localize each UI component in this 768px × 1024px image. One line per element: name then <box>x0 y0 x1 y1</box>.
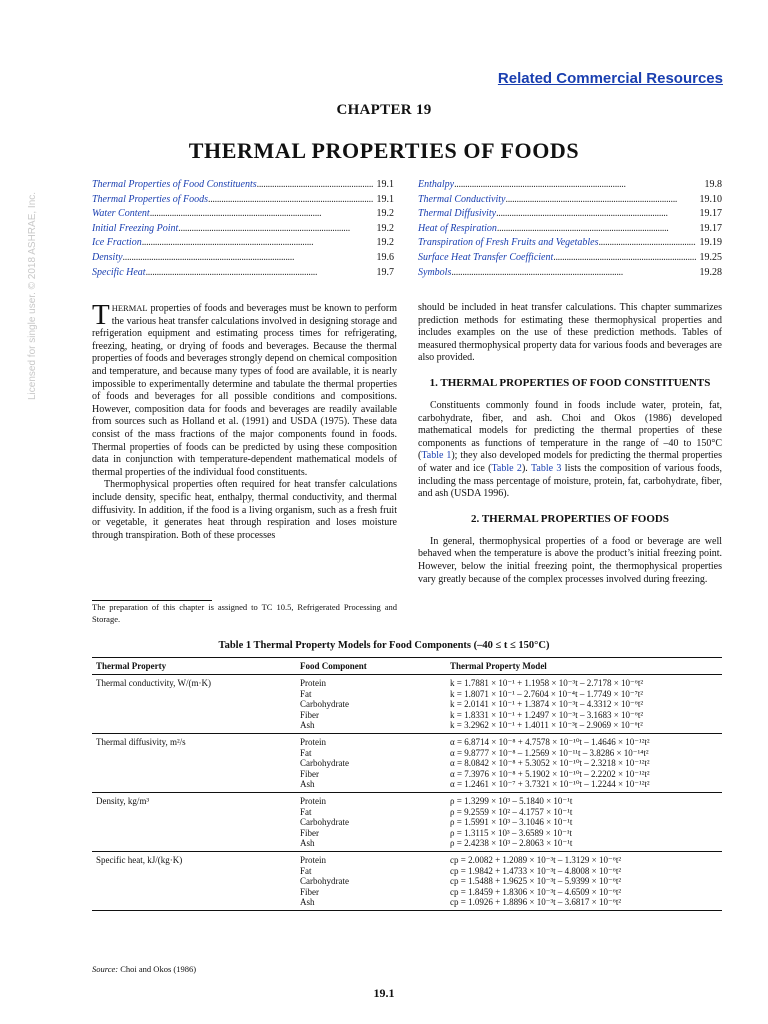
cell-property-model: ρ = 1.3299 × 10³ – 5.1840 × 10⁻¹t <box>450 795 573 806</box>
table-1 <box>92 657 722 911</box>
cell-food-component: Carbohydrate <box>300 699 349 710</box>
cell-property-model: α = 8.0842 × 10⁻⁸ + 5.3052 × 10⁻¹⁰t – 2.3218 × 10⁻¹²t² <box>450 758 650 769</box>
cell-property-model: ρ = 9.2559 × 10² – 4.1757 × 10⁻¹t <box>450 806 573 817</box>
table-row <box>92 733 722 747</box>
cell-property-model: cp = 1.5488 + 1.9625 × 10⁻³t – 5.9399 × 10⁻⁶t² <box>450 876 622 887</box>
toc-entry-label[interactable]: Surface Heat Transfer Coefficient <box>418 251 554 263</box>
drop-cap: T <box>92 299 110 331</box>
toc-leader-dots <box>451 266 695 281</box>
toc-entry[interactable] <box>418 251 722 266</box>
cell-food-component: Fiber <box>300 768 319 779</box>
cell-property-model: k = 1.7881 × 10⁻¹ + 1.1958 × 10⁻³t – 2.7178 × 10⁻⁶t² <box>450 678 644 688</box>
continued-paragraph: should be included in heat transfer calculations. This chapter summarizes prediction methods for estimating these thermophysical properties and includes examples on the use of these prediction methods. Tables of measured thermophysical property data for various foods and beverages are also provided. <box>418 302 722 364</box>
toc-entry[interactable] <box>418 193 722 208</box>
cell-food-component: Fat <box>300 806 312 817</box>
intro-paragraph-2: Thermophysical properties often required for heat transfer calculations include density, specific heat, enthalpy, thermal conductivity, and thermal diffusivity. In addition, if the food is a living organism, such as a fresh fruit or vegetable, it generates heat through respiration and loses moisture through transpiration. Both of these processes <box>92 479 397 541</box>
cell-thermal-property <box>92 807 296 818</box>
table-row <box>92 887 722 898</box>
page-number: 19.1 <box>373 986 395 1000</box>
cell-property-model: cp = 1.0926 + 1.8896 × 10⁻³t – 3.6817 × 10⁻⁶t² <box>446 897 722 910</box>
intro-p1-text: properties of foods and beverages must be known to perform the various heat transfer calculations involved in designing storage and refrigeration equipment and estimating process times for refrigerating, freezing, heating, or drying of foods and beverages. Because the thermal properties of foods and beverages strongly depend on chemical composition and temperature, and because many types of food are available, it is nearly impossible to experimentally determine and tabulate the thermal properties of foods and beverages for all possible conditions and compositions. However, composition data for foods and beverages are readily available from sources such as Holland et al. (1991) and USDA (1975). These data consist of the mass fractions of the major components found in foods. Thermal properties of foods can be predicted by using these composition data in conjunction with temperature-dependent mathematical models of thermal properties of the individual food constituents. <box>92 303 397 478</box>
toc-leader-dots <box>142 236 373 251</box>
cell-thermal-property <box>92 838 296 851</box>
cell-property-model: ρ = 1.3115 × 10³ – 3.6589 × 10⁻¹t <box>450 827 573 838</box>
cell-food-component: Protein <box>300 736 326 747</box>
toc-entry[interactable] <box>92 193 394 208</box>
sec1-text-d: lists the composition of various foods, including the mass percentage of moisture, protein, fat, carbohydrate, fiber, and ash (USDA 1996). <box>418 462 722 500</box>
table-row <box>92 699 722 710</box>
cell-thermal-property <box>92 828 296 839</box>
cell-property-model: k = 2.0141 × 10⁻¹ + 1.3874 × 10⁻³t – 4.3312 × 10⁻⁶t² <box>450 699 644 710</box>
section-2-paragraph: In general, thermophysical properties of a food or beverage are well behaved when the temperature is above the product’s initial freezing point. However, below the initial freezing point, the thermophysical properties vary greatly because of the complex processes involved during freezing. <box>418 535 722 585</box>
toc-entry-page: 19.6 <box>376 251 394 263</box>
toc-entry-page: 19.2 <box>376 237 394 249</box>
cell-food-component: Fat <box>300 688 312 699</box>
toc-entry-page: 19.2 <box>376 208 394 220</box>
toc-entry-page: 19.1 <box>376 179 394 190</box>
cell-thermal-property <box>92 769 296 780</box>
table-row <box>92 792 722 806</box>
cell-property-model: k = 1.8331 × 10⁻¹ + 1.2497 × 10⁻³t – 3.1683 × 10⁻⁶t² <box>450 709 644 720</box>
table-row <box>92 876 722 887</box>
toc-entry-label[interactable]: Ice Fraction <box>92 237 142 249</box>
toc-entry[interactable] <box>418 178 722 193</box>
cell-food-component: Protein <box>300 854 326 865</box>
cell-food-component: Ash <box>296 897 446 910</box>
cell-food-component: Fat <box>300 747 312 758</box>
table-row <box>92 807 722 818</box>
cell-food-component: Carbohydrate <box>300 817 349 828</box>
cell-food-component: Protein <box>300 678 326 688</box>
table-row <box>92 769 722 780</box>
cell-thermal-property <box>92 758 296 769</box>
toc-leader-dots <box>598 236 695 251</box>
cell-food-component: Fiber <box>300 827 319 838</box>
chapter-title: THERMAL PROPERTIES OF FOODS <box>188 138 580 163</box>
toc-entry-label[interactable]: Transpiration of Fresh Fruits and Vegetables <box>418 237 599 249</box>
cell-thermal-property: Thermal diffusivity, m²/s <box>96 736 186 747</box>
toc-leader-dots <box>178 222 372 237</box>
header-thermal-property-model: Thermal Property Model <box>446 658 722 675</box>
cell-property-model: ρ = 2.4238 × 10³ – 2.8063 × 10⁻¹t <box>446 838 722 851</box>
toc-entry[interactable] <box>418 236 722 251</box>
toc-entry-page: 19.25 <box>699 251 722 263</box>
table-row <box>92 720 722 733</box>
cell-property-model: k = 1.8071 × 10⁻¹ – 2.7604 × 10⁻⁴t – 1.7749 × 10⁻⁷t² <box>450 688 643 699</box>
toc-entry[interactable] <box>92 251 394 266</box>
toc-leader-dots <box>497 222 696 237</box>
license-watermark: Licensed for single user. © 2018 ASHRAE, Inc. <box>27 191 38 400</box>
source-text: Choi and Okos (1986) <box>118 964 197 974</box>
header-food-component: Food Component <box>296 658 446 675</box>
cell-thermal-property: Specific heat, kJ/(kg·K) <box>96 854 183 865</box>
toc-entry[interactable] <box>92 236 394 251</box>
cell-property-model: α = 6.8714 × 10⁻⁸ + 4.7578 × 10⁻¹⁰t – 1.4646 × 10⁻¹²t² <box>450 736 650 747</box>
cell-food-component: Protein <box>300 795 326 806</box>
toc-entry-label[interactable]: Thermal Properties of Foods <box>92 193 209 205</box>
toc-leader-dots <box>257 178 373 193</box>
intro-smallcaps: HERMAL <box>111 303 148 313</box>
related-commercial-resources-link[interactable]: Related Commercial Resources <box>497 70 723 87</box>
table-row <box>92 779 722 792</box>
toc-entry-page: 19.17 <box>699 222 722 234</box>
table-2-link[interactable]: Table 2 <box>491 462 522 474</box>
table-row <box>92 710 722 721</box>
table-3-link[interactable]: Table 3 <box>530 462 562 474</box>
table-row <box>92 866 722 877</box>
cell-food-component: Fiber <box>300 886 319 897</box>
header-thermal-property: Thermal Property <box>92 658 296 675</box>
footnote-rule <box>92 600 212 601</box>
cell-property-model: k = 3.2962 × 10⁻¹ + 1.4011 × 10⁻³t – 2.9069 × 10⁻⁶t² <box>446 720 722 733</box>
table-source <box>92 964 196 974</box>
cell-thermal-property <box>92 897 296 910</box>
cell-property-model: cp = 1.9842 + 1.4733 × 10⁻³t – 4.8008 × 10⁻⁶t² <box>450 865 622 876</box>
table-row <box>92 851 722 865</box>
toc-leader-dots <box>150 207 373 222</box>
section-1-heading: 1. THERMAL PROPERTIES OF FOOD CONSTITUENTS <box>429 376 711 389</box>
toc-entry-page: 19.19 <box>699 237 722 249</box>
toc-entry-label[interactable]: Specific Heat <box>92 266 146 278</box>
table-row <box>92 748 722 759</box>
toc-entry-page: 19.7 <box>376 266 394 278</box>
toc-entry-label[interactable]: Initial Freezing Point <box>92 222 179 234</box>
right-column <box>418 302 722 586</box>
cell-thermal-property <box>92 689 296 700</box>
toc-entry-label[interactable]: Heat of Respiration <box>418 222 497 234</box>
toc-left <box>92 178 394 280</box>
toc-entry-page: 19.28 <box>699 266 722 278</box>
sec1-text-b: ); they also developed models for predicting the thermal properties of water and ice ( <box>418 450 722 474</box>
cell-thermal-property <box>92 876 296 887</box>
toc-leader-dots <box>454 178 700 193</box>
sec1-text-a: Constituents commonly found in foods include water, protein, fat, carbohydrate, fiber, and ash. Choi and Okos (1986) developed mathematical models for predicting the thermal properties of these components as functions of temperature in the range of –40 to 150°C ( <box>418 399 722 462</box>
table-header-row <box>92 658 722 675</box>
cell-food-component: Fiber <box>300 709 319 720</box>
table-row <box>92 817 722 828</box>
toc-right <box>418 178 722 280</box>
cell-food-component: Ash <box>296 838 446 851</box>
cell-thermal-property <box>92 699 296 710</box>
table-row <box>92 675 722 689</box>
cell-thermal-property <box>92 779 296 792</box>
toc-leader-dots <box>506 193 696 208</box>
chapter-number: CHAPTER 19 <box>336 102 432 118</box>
toc-entry-label[interactable]: Thermal Diffusivity <box>418 208 497 220</box>
toc-leader-dots <box>208 193 372 208</box>
toc-entry[interactable] <box>92 266 394 281</box>
toc-entry-label[interactable]: Density <box>92 251 123 263</box>
cell-thermal-property: Density, kg/m³ <box>96 795 150 806</box>
toc-entry-label[interactable]: Symbols <box>418 266 452 278</box>
toc-entry-label[interactable]: Enthalpy <box>418 179 455 190</box>
footnote: The preparation of this chapter is assigned to TC 10.5, Refrigerated Processing and Storage. <box>92 602 397 624</box>
sec1-text-c: ). <box>521 462 531 474</box>
toc-entry-page: 19.2 <box>376 222 394 234</box>
section-1-paragraph <box>418 400 722 501</box>
cell-property-model: cp = 2.0082 + 1.2089 × 10⁻³t – 1.3129 × 10⁻⁶t² <box>450 854 622 865</box>
cell-property-model: α = 9.8777 × 10⁻⁸ – 1.2569 × 10⁻¹¹t – 3.8286 × 10⁻¹⁴t² <box>450 747 649 758</box>
toc-entry-page: 19.1 <box>376 193 394 205</box>
toc-entry-page: 19.17 <box>699 208 722 220</box>
cell-property-model: cp = 1.8459 + 1.8306 × 10⁻³t – 4.6509 × 10⁻⁶t² <box>450 886 622 897</box>
intro-column <box>92 299 397 542</box>
cell-property-model: α = 7.3976 × 10⁻⁸ + 5.1902 × 10⁻¹⁰t – 2.2202 × 10⁻¹²t² <box>450 768 650 779</box>
table-1-caption: Table 1 Thermal Property Models for Food Components (–40 ≤ t ≤ 150°C) <box>218 640 550 651</box>
cell-thermal-property <box>92 887 296 898</box>
cell-food-component: Ash <box>296 779 446 792</box>
source-label: Source: <box>92 964 119 974</box>
cell-food-component: Fat <box>300 865 312 876</box>
table-row <box>92 828 722 839</box>
toc-entry[interactable] <box>92 207 394 222</box>
cell-thermal-property <box>92 720 296 733</box>
toc-entry[interactable] <box>92 178 394 193</box>
table-row <box>92 897 722 910</box>
intro-paragraph-1 <box>92 299 397 479</box>
cell-food-component: Ash <box>296 720 446 733</box>
toc-leader-dots <box>496 207 695 222</box>
cell-thermal-property <box>92 710 296 721</box>
toc-leader-dots <box>553 251 695 266</box>
table-row <box>92 689 722 700</box>
toc-entry[interactable] <box>418 266 722 281</box>
cell-property-model: ρ = 1.5991 × 10³ – 3.1046 × 10⁻¹t <box>450 817 573 828</box>
cell-thermal-property <box>92 866 296 877</box>
toc-entry-label[interactable]: Thermal Conductivity <box>418 193 506 205</box>
table-row <box>92 758 722 769</box>
toc-entry-page: 19.10 <box>699 193 722 205</box>
toc-entry[interactable] <box>418 207 722 222</box>
toc-entry[interactable] <box>92 222 394 237</box>
section-2-heading: 2. THERMAL PROPERTIES OF FOODS <box>471 512 669 525</box>
table-1-link[interactable]: Table 1 <box>421 450 452 462</box>
cell-thermal-property: Thermal conductivity, W/(m·K) <box>96 678 211 688</box>
cell-food-component: Carbohydrate <box>300 758 349 769</box>
cell-food-component: Carbohydrate <box>300 876 349 887</box>
toc-leader-dots <box>146 266 373 281</box>
toc-leader-dots <box>123 251 373 266</box>
toc-entry-page: 19.8 <box>704 179 722 190</box>
table-row <box>92 838 722 851</box>
toc-entry[interactable] <box>418 222 722 237</box>
toc-entry-label[interactable]: Water Content <box>92 208 150 220</box>
toc-entry-label[interactable]: Thermal Properties of Food Constituents <box>92 179 257 190</box>
cell-property-model: α = 1.2461 × 10⁻⁷ + 3.7321 × 10⁻¹⁰t – 1.2244 × 10⁻¹²t² <box>446 779 722 792</box>
cell-thermal-property <box>92 817 296 828</box>
cell-thermal-property <box>92 748 296 759</box>
